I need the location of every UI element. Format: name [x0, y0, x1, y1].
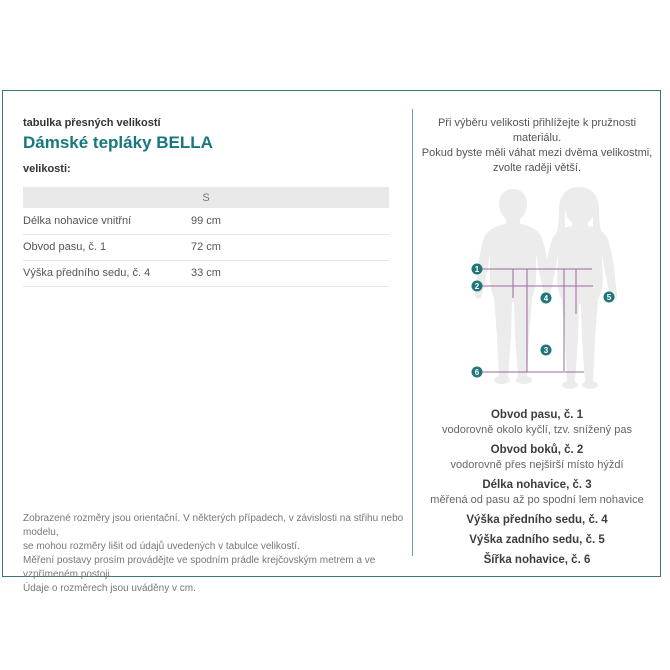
intro-line: zvolte raději větší. — [492, 162, 582, 174]
svg-text:4: 4 — [543, 294, 549, 303]
svg-text:5: 5 — [606, 293, 612, 302]
empty-cell — [229, 260, 389, 286]
guide-item-description: měřená od pasu až po spodní lem nohavice — [430, 494, 644, 506]
guide-item — [413, 442, 661, 473]
intro-line: Při výběru velikosti přihlížejte k pružnosti materiálu. — [437, 117, 637, 144]
figure-marker-1 — [472, 264, 483, 275]
guide-item — [413, 532, 661, 548]
table-caption: tabulka přesných velikostí — [23, 117, 161, 129]
guide-item — [413, 552, 661, 568]
disclaimer-line: Měření postavy prosím provádějte ve spodním prádle krejčovským metrem a ve vzpřímeném postoji. — [23, 555, 376, 580]
svg-text:1: 1 — [474, 265, 480, 274]
disclaimer-line: Zobrazené rozměry jsou orientační. V některých případech, v závislosti na střihu nebo modelu, — [23, 513, 404, 538]
size-row-value: 33 cm — [183, 260, 229, 286]
measurement-guide-section — [413, 91, 661, 576]
guide-item — [413, 512, 661, 528]
size-table-header-row — [23, 187, 389, 208]
disclaimer-line: Údaje o rozměrech jsou uváděny v cm. — [23, 583, 196, 594]
size-row-label: Výška předního sedu, č. 4 — [23, 260, 183, 286]
guide-item-description: vodorovně přes nejširší místo hýždí — [450, 459, 624, 471]
empty-cell — [229, 208, 389, 234]
guide-item-title: Výška zadního sedu, č. 5 — [469, 534, 605, 546]
figure-marker-4 — [541, 293, 552, 304]
intro-line: Pokud byste měli váhat mezi dvěma velikostmi, — [421, 147, 653, 159]
guide-item — [413, 477, 661, 508]
product-title: Dámské tepláky BELLA — [23, 133, 213, 152]
size-column-header: S — [183, 187, 229, 208]
table-row — [23, 208, 389, 234]
figure-marker-5 — [604, 292, 615, 303]
empty-cell — [229, 234, 389, 260]
empty-header-cell — [23, 187, 183, 208]
svg-text:6: 6 — [474, 368, 480, 377]
table-row — [23, 234, 389, 260]
size-table — [23, 187, 389, 287]
figure-marker-2 — [472, 281, 483, 292]
svg-text:3: 3 — [543, 346, 549, 355]
empty-header-cell — [229, 187, 389, 208]
size-row-label: Délka nohavice vnitřní — [23, 208, 183, 234]
size-row-value: 99 cm — [183, 208, 229, 234]
guide-item-title: Obvod boků, č. 2 — [490, 444, 584, 456]
guide-item — [413, 407, 661, 438]
measurement-definitions — [413, 407, 661, 568]
size-chart-panel — [2, 90, 661, 594]
disclaimer-text — [23, 512, 408, 596]
size-row-label: Obvod pasu, č. 1 — [23, 234, 183, 260]
disclaimer-line: se mohou rozměry lišit od údajů uvedených v tabulce velikostí. — [23, 541, 300, 552]
figure-marker-3 — [541, 345, 552, 356]
size-table-section — [3, 91, 412, 594]
svg-text:2: 2 — [474, 282, 480, 291]
table-row — [23, 260, 389, 286]
measurement-figure — [413, 181, 661, 393]
female-silhouette — [543, 187, 617, 389]
guide-item-title: Obvod pasu, č. 1 — [490, 409, 584, 421]
guide-item-title: Délka nohavice, č. 3 — [482, 479, 592, 491]
sizes-label: velikosti: — [23, 163, 71, 175]
size-row-value: 72 cm — [183, 234, 229, 260]
guide-item-title: Výška předního sedu, č. 4 — [466, 514, 608, 526]
figure-marker-6 — [472, 367, 483, 378]
guide-item-title: Šířka nohavice, č. 6 — [483, 554, 591, 566]
guide-item-description: vodorovně okolo kyčlí, tzv. snížený pas — [442, 424, 632, 436]
